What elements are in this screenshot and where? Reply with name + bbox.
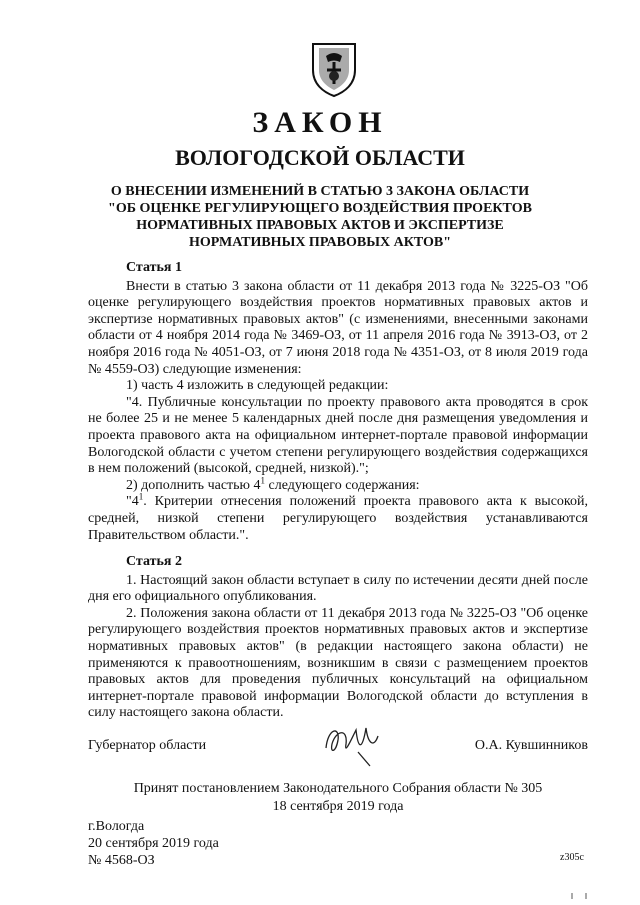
document-region: ВОЛОГОДСКОЙ ОБЛАСТИ: [175, 145, 465, 170]
item-2-text-body: . Критерии отнесения положений проекта правового акта к высокой, средней, низкой степени регулирующего воздействия устанавливаются Правительством области.".: [88, 494, 588, 543]
article-1-item-1: 1) часть 4 изложить в следующей редакции:: [126, 378, 389, 394]
article-2-paragraph-1: 1. Настоящий закон области вступает в силу по истечении десяти дней после дня его официального опубликования.: [88, 572, 588, 605]
article-1-intro: Внести в статью 3 закона области от 11 декабря 2013 года № 3225-ОЗ "Об оценке регулирующего воздействия проектов нормативных правовых актов и экспертизе нормативных правовых актов" (с изменениями, внесенными законами области от 4 ноября 2014 года № 3469-ОЗ, от 11 апреля 2016 года № 3913-ОЗ, от 2 ноября 2016 года № 4051-ОЗ, от 7 июня 2018 года № 4351-ОЗ, от 8 июля 2019 года № 4559-ОЗ) следующие изменения:: [88, 278, 588, 377]
item-2-prefix: 2) дополнить частью 4: [126, 477, 261, 493]
signing-date: 20 сентября 2019 года: [88, 836, 219, 851]
document-subtitle: [80, 183, 560, 251]
law-number: № 4568-ОЗ: [88, 853, 155, 868]
signer-name: О.А. Кувшинников: [474, 738, 588, 753]
scan-marks: [570, 893, 590, 901]
article-1-heading: Статья 1: [126, 260, 182, 275]
subtitle-line: "ОБ ОЦЕНКЕ РЕГУЛИРУЮЩЕГО ВОЗДЕЙСТВИЯ ПРОЕКТОВ: [108, 201, 532, 216]
document-code: z305c: [560, 852, 584, 863]
superscript: 1: [138, 491, 144, 502]
item-2-suffix: следующего содержания:: [265, 477, 420, 493]
item-2-text-prefix: "4: [126, 494, 139, 510]
document-body: [88, 260, 588, 722]
coat-of-arms-icon: [309, 40, 359, 98]
signer-position: Губернатор области: [88, 738, 207, 753]
subtitle-line: НОРМАТИВНЫХ ПРАВОВЫХ АКТОВ": [188, 235, 452, 250]
adoption-note: [88, 780, 588, 816]
article-2-heading: Статья 2: [126, 554, 182, 570]
city: г.Вологда: [88, 819, 145, 834]
article-1-item-1-text: "4. Публичные консультации по проекту правового акта проводятся в срок не более 25 и не менее 5 календарных дней после дня размещения уведомления и проекта правового акта на официальном интернет-портале правовой информации Вологодской области с учетом степени регулирующего воздействия содержащихся в нем положений (высокой, средней, низкой).";: [88, 394, 588, 477]
article-2-paragraph-2: 2. Положения закона области от 11 декабря 2013 года № 3225-ОЗ "Об оценке регулирующего воздействия проектов нормативных правовых актов и экспертизе нормативных правовых актов" (в редакции настоящего закона области) не применяются к правоотношениям, возникшим в связи с размещением проектов правовых актов для проведения публичных консультаций на официальном интернет-портале правовой информации Вологодской области до вступления в силу настоящего закона области.: [88, 605, 588, 721]
handwritten-signature: [318, 718, 388, 768]
superscript: 1: [260, 475, 265, 486]
adoption-line-2: 18 сентября 2019 года: [272, 799, 404, 814]
place-and-date: [88, 818, 219, 869]
document-title: ЗАКОН: [252, 106, 388, 139]
subtitle-line: НОРМАТИВНЫХ ПРАВОВЫХ АКТОВ И ЭКСПЕРТИЗЕ: [136, 218, 504, 233]
article-1-item-2: [88, 475, 588, 495]
adoption-line-1: Принят постановлением Законодательного Собрания области № 305: [133, 781, 543, 796]
article-1-item-2-text: [88, 491, 588, 544]
subtitle-line: О ВНЕСЕНИИ ИЗМЕНЕНИЙ В СТАТЬЮ 3 ЗАКОНА ОБЛАСТИ: [110, 184, 530, 199]
